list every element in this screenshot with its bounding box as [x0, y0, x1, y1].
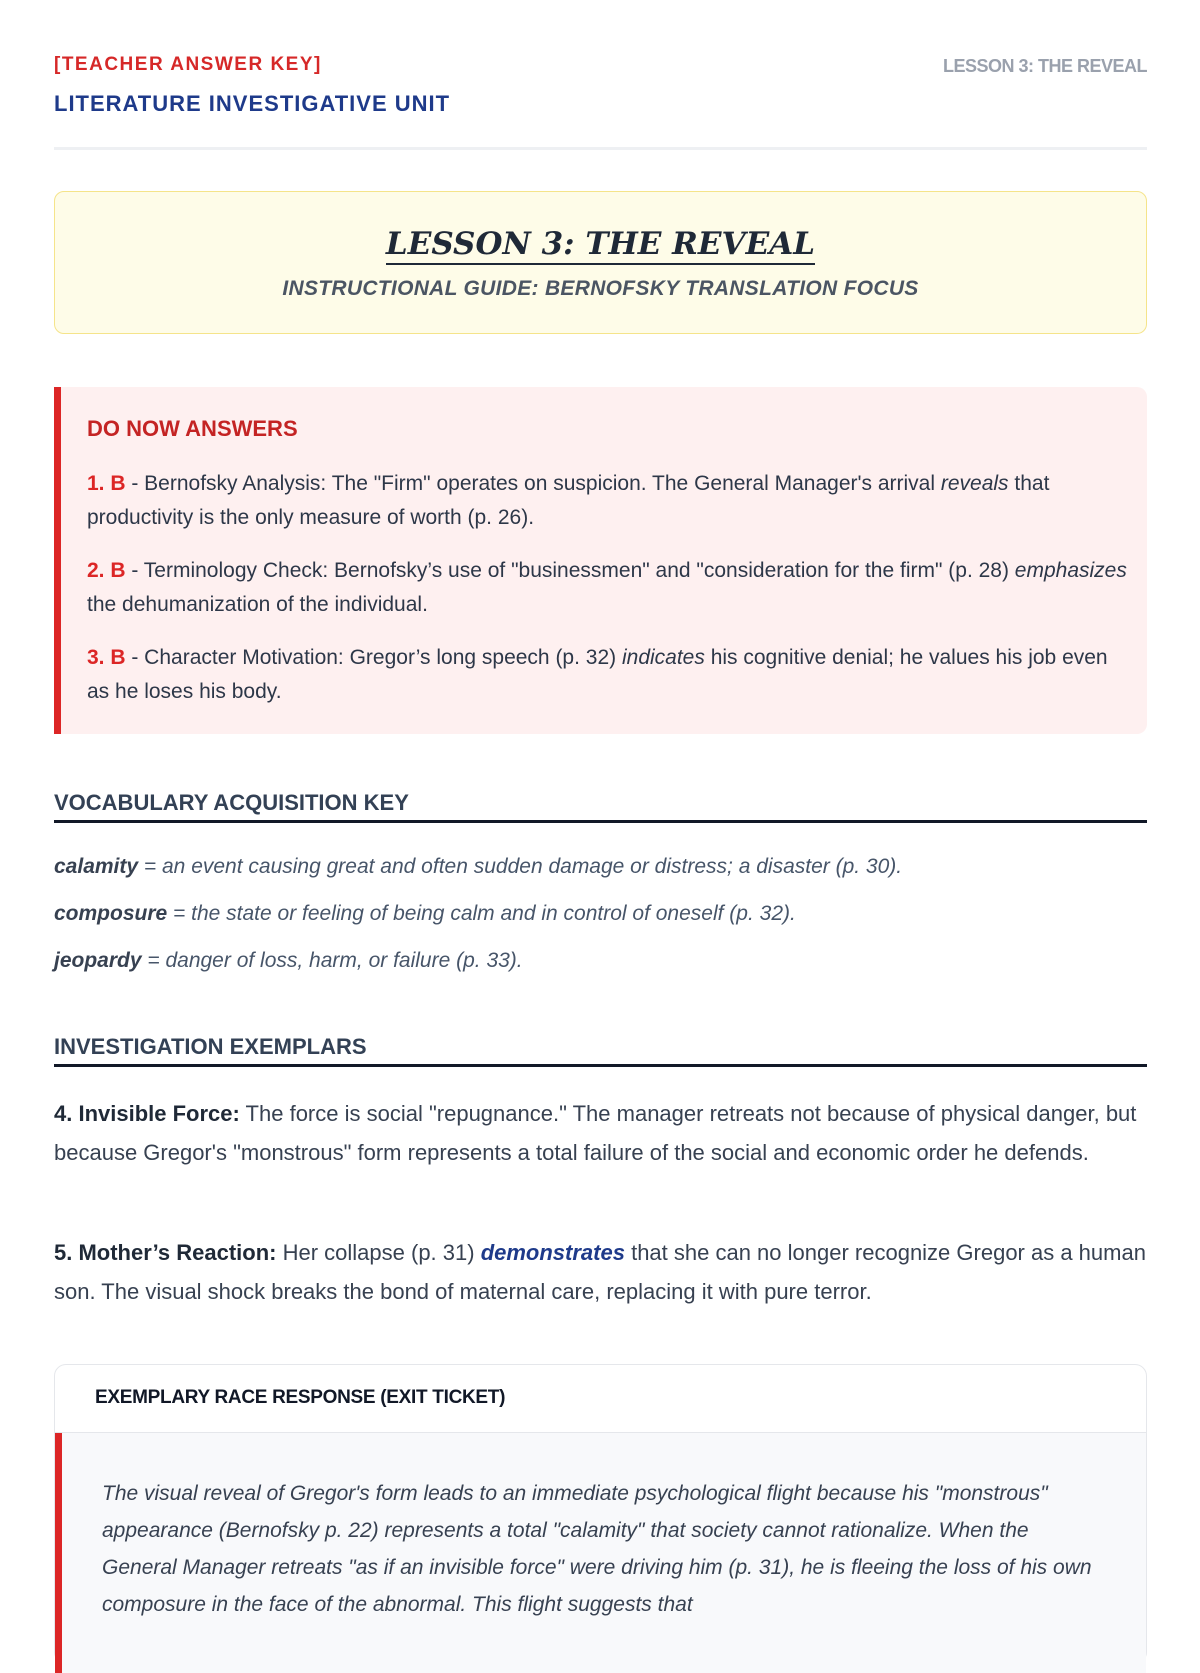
lesson-tag: LESSON 3: THE REVEAL	[942, 56, 1147, 76]
page-header	[54, 52, 1147, 150]
vocab-definition: = an event causing great and often sudden damage or distress; a disaster (p. 30).	[138, 855, 903, 878]
exemplar-text: Her collapse (p. 31)	[276, 1240, 481, 1265]
answer-number: 3. B	[87, 646, 126, 669]
vocabulary-heading: VOCABULARY ACQUISITION KEY	[54, 790, 1147, 823]
vocab-definition: = the state or feeling of being calm and in control of oneself (p. 32).	[167, 902, 796, 925]
exemplar-item	[54, 1094, 1147, 1172]
answer-emphasis: reveals	[940, 472, 1009, 495]
answer-text: - Character Motivation: Gregor’s long speech (p. 32)	[125, 646, 622, 669]
answer-item	[87, 467, 1127, 535]
do-now-heading: DO NOW ANSWERS	[87, 416, 298, 441]
exemplar-text-end: that she can no longer recognize Gregor as a human son. The visual shock breaks the bond of maternal care, replacing it with pure terror.	[54, 1240, 1146, 1304]
answer-number: 1. B	[87, 472, 126, 495]
exit-ticket-response: The visual reveal of Gregor's form leads to an immediate psychological flight because his "monstrous" appearance (Bernofsky p. 22) represents a total "calamity" that society cannot rationalize. When the General Manager retreats "as if an invisible force" were driving him (p. 31), he is fleeing the loss of his own composure in the face of the abnormal. This flight suggests that	[102, 1482, 1092, 1616]
lesson-subtitle: INSTRUCTIONAL GUIDE: BERNOFSKY TRANSLATION FOCUS	[282, 277, 919, 300]
lesson-title	[55, 226, 1146, 262]
unit-title: LITERATURE INVESTIGATIVE UNIT	[54, 91, 451, 116]
answer-text-end: the dehumanization of the individual.	[87, 593, 428, 616]
vocab-item	[54, 949, 523, 973]
exemplar-emphasis: demonstrates	[480, 1240, 625, 1265]
lesson-title-text: LESSON 3: THE REVEAL	[386, 226, 815, 265]
vocab-term: composure	[54, 902, 168, 925]
answer-emphasis: emphasizes	[1014, 559, 1127, 582]
answer-text-end: his cognitive denial; he values his job even as he loses his body.	[87, 646, 1108, 703]
exemplar-text: The force is social "repugnance." The manager retreats not because of physical danger, but because Gregor's "monstrous" form represents a total failure of the social and economic order he defends.	[54, 1101, 1137, 1165]
lesson-title-box	[54, 191, 1147, 334]
answer-emphasis: indicates	[621, 646, 705, 669]
do-now-answers-box	[54, 387, 1147, 734]
exemplar-label: 4. Invisible Force:	[54, 1101, 240, 1126]
vocab-definition: = danger of loss, harm, or failure (p. 33).	[141, 949, 523, 972]
investigation-heading: INVESTIGATION EXEMPLARS	[54, 1034, 1147, 1067]
vocab-item	[54, 902, 796, 926]
teacher-answer-key-tag: [TEACHER ANSWER KEY]	[54, 54, 322, 75]
answer-text-end: that productivity is the only measure of worth (p. 26).	[87, 472, 1050, 529]
exit-ticket-title: EXEMPLARY RACE RESPONSE (EXIT TICKET)	[95, 1387, 506, 1408]
vocab-item	[54, 855, 902, 879]
answer-number: 2. B	[87, 559, 126, 582]
exit-ticket-header	[55, 1365, 1146, 1433]
answer-item	[87, 641, 1127, 709]
exit-ticket-body	[55, 1433, 1146, 1673]
answer-text: - Terminology Check: Bernofsky’s use of "businessmen" and "consideration for the firm" (p. 28)	[125, 559, 1015, 582]
vocab-term: jeopardy	[54, 949, 142, 972]
answer-text: - Bernofsky Analysis: The "Firm" operates on suspicion. The General Manager's arrival	[125, 472, 941, 495]
vocab-term: calamity	[54, 855, 139, 878]
exemplar-label: 5. Mother’s Reaction:	[54, 1240, 277, 1265]
exit-ticket-card	[54, 1364, 1147, 1664]
exemplar-item	[54, 1233, 1147, 1311]
answer-item	[87, 554, 1127, 622]
